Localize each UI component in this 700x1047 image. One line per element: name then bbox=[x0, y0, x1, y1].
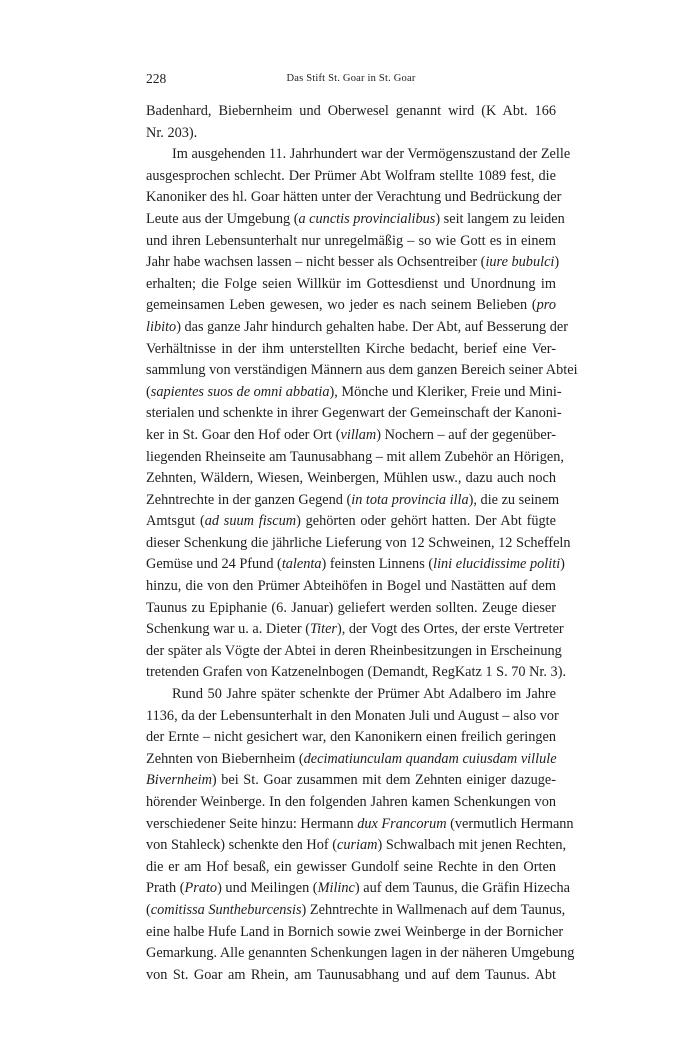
text-line bbox=[146, 468, 556, 490]
text-line bbox=[146, 684, 556, 706]
text-line bbox=[146, 706, 559, 728]
text-line bbox=[146, 209, 565, 231]
text-segment: ) Schwalbach mit jenen Rechten, bbox=[377, 837, 567, 854]
italic-segment: comitissa Suntheburcensis bbox=[150, 901, 302, 918]
text-segment: sterialen und schenkte in ihrer Gegenwart der Gemeinschaft der Kanoni- bbox=[146, 405, 562, 422]
text-line bbox=[146, 425, 556, 447]
text-line bbox=[146, 187, 562, 209]
text-segment: ) und Meilingen ( bbox=[217, 880, 318, 897]
text-line bbox=[146, 770, 556, 792]
text-segment: ) Zehntrechte in Wallmenach auf dem Taunus, bbox=[301, 901, 566, 918]
text-segment: Im ausgehenden 11. Jahrhundert war der Vermögenszustand der Zelle bbox=[172, 146, 571, 163]
text-line bbox=[146, 295, 556, 317]
text-segment: ), Mönche und Kleriker, Freie und Mini- bbox=[329, 383, 562, 400]
text-line bbox=[146, 662, 567, 684]
text-segment: ) auf dem Taunus, die Gräfin Hizecha bbox=[354, 880, 570, 897]
text-segment: ker in St. Goar den Hof oder Ort ( bbox=[146, 426, 341, 443]
text-segment: ausgesprochen schlecht. Der Prümer Abt Wolfram stellte 1089 fest, die bbox=[146, 167, 556, 184]
text-segment: Zehntrechte in der ganzen Gegend ( bbox=[146, 491, 352, 508]
text-segment: gemeinsamen Leben gewesen, wo jeder es nach seinem Belieben ( bbox=[146, 297, 537, 314]
text-line bbox=[146, 598, 556, 620]
text-segment: Leute aus der Umgebung ( bbox=[146, 210, 299, 227]
page-header bbox=[146, 71, 556, 91]
text-segment: sammlung von verständigen Männern aus dem ganzen Bereich seiner Abtei bbox=[146, 362, 578, 379]
italic-segment: in tota provincia illa bbox=[351, 491, 469, 508]
text-segment: der später als Vögte der Abtei in deren Rheinbesitzungen in Erscheinung bbox=[146, 642, 562, 659]
italic-segment: a cunctis provincialibus bbox=[298, 210, 436, 227]
page-number: 228 bbox=[146, 71, 167, 86]
text-line bbox=[146, 922, 564, 944]
text-segment: Prath ( bbox=[146, 880, 185, 897]
text-segment: Nr. 203). bbox=[146, 124, 198, 141]
text-line bbox=[146, 641, 562, 663]
italic-segment: lini elucidissime politi bbox=[433, 556, 561, 573]
text-segment: ) das ganze Jahr hindurch gehalten habe. Der Abt, auf Besserung der bbox=[176, 318, 569, 335]
text-line bbox=[146, 943, 575, 965]
text-segment: ) gehörten oder gehört hatten. Der Abt fügte bbox=[296, 513, 556, 530]
text-line bbox=[146, 619, 564, 641]
text-line bbox=[146, 231, 556, 253]
text-segment: ) bbox=[560, 556, 565, 573]
text-segment: liegenden Rheinseite am Taunusabhang – mit allem Zubehör an Hörigen, bbox=[146, 448, 564, 465]
italic-segment: curiam bbox=[336, 837, 378, 854]
text-segment: Gemarkung. Alle genannten Schenkungen lagen in der näheren Umgebung bbox=[146, 945, 575, 962]
text-segment: hörender Weinberge. In den folgenden Jahren kamen Schenkungen von bbox=[146, 794, 556, 810]
text-segment: Zehnten von Biebernheim ( bbox=[146, 750, 304, 767]
text-segment: tretenden Grafen von Katzenelnbogen (Demandt, RegKatz 1 S. 70 Nr. 3). bbox=[146, 664, 567, 681]
body-text bbox=[146, 101, 578, 986]
text-segment: eine halbe Hufe Land in Bornich sowie zwei Weinberge in der Bornicher bbox=[146, 923, 564, 940]
text-segment: ( bbox=[146, 383, 151, 400]
text-line bbox=[146, 727, 556, 749]
text-line bbox=[146, 447, 564, 469]
text-segment: Amtsgut ( bbox=[146, 513, 205, 530]
text-line bbox=[146, 749, 556, 771]
text-line bbox=[146, 317, 569, 339]
text-line bbox=[146, 533, 571, 555]
italic-segment: decimatiunculam quandam cuiusdam villule bbox=[303, 750, 557, 767]
text-segment: von St. Goar am Rhein, am Taunusabhang und auf dem Taunus. Abt bbox=[146, 966, 556, 983]
text-segment: ) seit langem zu leiden bbox=[435, 210, 565, 227]
text-segment: dieser Schenkung die jährliche Lieferung von 12 Schweinen, 12 Scheffeln bbox=[146, 534, 571, 551]
text-segment: ) feinsten Linnens ( bbox=[321, 556, 434, 573]
text-segment: 1136, da der Lebensunterhalt in den Monaten Juli und August – also vor bbox=[146, 707, 559, 724]
text-segment: Rund 50 Jahre später schenkte der Prümer Abt Adalbero im Jahre bbox=[172, 686, 556, 703]
text-segment: Gemüse und 24 Pfund ( bbox=[146, 556, 282, 573]
text-line bbox=[146, 835, 567, 857]
text-segment: ), die zu seinem bbox=[468, 491, 560, 508]
text-line bbox=[146, 490, 560, 512]
italic-segment: dux Francorum bbox=[357, 815, 447, 832]
text-segment: Zehnten, Wäldern, Wiesen, Weinbergen, Mühlen usw., dazu auch noch bbox=[146, 470, 556, 487]
text-segment: Schenkung war u. a. Dieter ( bbox=[146, 621, 310, 638]
italic-segment: Titer bbox=[309, 621, 337, 638]
text-line bbox=[146, 274, 556, 296]
text-line bbox=[146, 403, 562, 425]
text-segment: Kanoniker des hl. Goar hätten unter der Verachtung und Bedrückung der bbox=[146, 189, 562, 206]
text-line bbox=[146, 554, 565, 576]
italic-segment: talenta bbox=[281, 556, 322, 573]
text-segment: hinzu, die von den Prümer Abteihöfen in Bogel und Nastätten auf dem bbox=[146, 578, 556, 595]
italic-segment: villam bbox=[340, 426, 377, 443]
text-segment: der Ernte – nicht gesichert war, den Kanonikern einen freilich geringen bbox=[146, 729, 556, 746]
text-line bbox=[146, 511, 556, 533]
italic-segment: iure bubulci bbox=[485, 254, 555, 271]
text-line bbox=[146, 144, 571, 166]
text-line bbox=[146, 339, 556, 361]
text-segment: Taunus zu Epiphanie (6. Januar) geliefert werden sollten. Zeuge dieser bbox=[146, 599, 556, 616]
italic-segment: sapientes suos de omni abbatia bbox=[150, 383, 330, 400]
running-title: Das Stift St. Goar in St. Goar bbox=[286, 73, 416, 84]
text-line bbox=[146, 166, 556, 188]
text-line bbox=[146, 857, 556, 879]
text-line bbox=[146, 101, 556, 123]
text-segment: und ihren Lebensunterhalt nur unregelmäßig – so wie Gott es in einem bbox=[146, 232, 556, 249]
text-segment: ) bbox=[554, 254, 560, 271]
italic-segment: Milinc bbox=[317, 880, 355, 897]
text-line bbox=[146, 382, 562, 404]
text-segment: ) bei St. Goar zusammen mit dem Zehnten einiger dazuge- bbox=[211, 772, 556, 789]
text-line bbox=[146, 576, 556, 598]
italic-segment: Prato bbox=[184, 880, 218, 897]
text-segment: Verhältnisse in der ihm unterstellten Kirche bedacht, berief eine Ver- bbox=[146, 340, 556, 357]
text-segment: Badenhard, Biebernheim und Oberwesel genannt wird (K Abt. 166 bbox=[146, 103, 556, 119]
text-line bbox=[146, 252, 560, 274]
text-segment: Jahr habe wachsen lassen – nicht besser als Ochsentreiber ( bbox=[146, 254, 486, 271]
text-segment: erhalten; die Folge seien Willkür im Gottesdienst und Unordnung im bbox=[146, 275, 556, 292]
text-line bbox=[146, 792, 556, 814]
text-segment: verschiedener Seite hinzu: Hermann bbox=[146, 815, 358, 832]
text-line bbox=[146, 123, 556, 145]
text-segment: ), der Vogt des Ortes, der erste Vertreter bbox=[337, 621, 564, 638]
italic-segment: pro bbox=[536, 297, 556, 314]
text-segment: ) Nochern – auf der gegenüber- bbox=[376, 426, 556, 443]
text-line bbox=[146, 878, 570, 900]
text-line bbox=[146, 814, 574, 836]
text-segment: von Stahleck) schenkte den Hof ( bbox=[146, 837, 337, 854]
text-line bbox=[146, 965, 556, 987]
text-line bbox=[146, 900, 566, 922]
italic-segment: ad suum fiscum bbox=[204, 513, 297, 530]
text-segment: (vermutlich Hermann bbox=[446, 815, 574, 832]
italic-segment: libito bbox=[146, 318, 177, 335]
text-segment: die er am Hof besaß, ein gewisser Gundolf seine Rechte in den Orten bbox=[146, 858, 556, 875]
text-line bbox=[146, 360, 578, 382]
italic-segment: Bivernheim bbox=[146, 772, 212, 789]
text-segment: ( bbox=[146, 901, 151, 918]
